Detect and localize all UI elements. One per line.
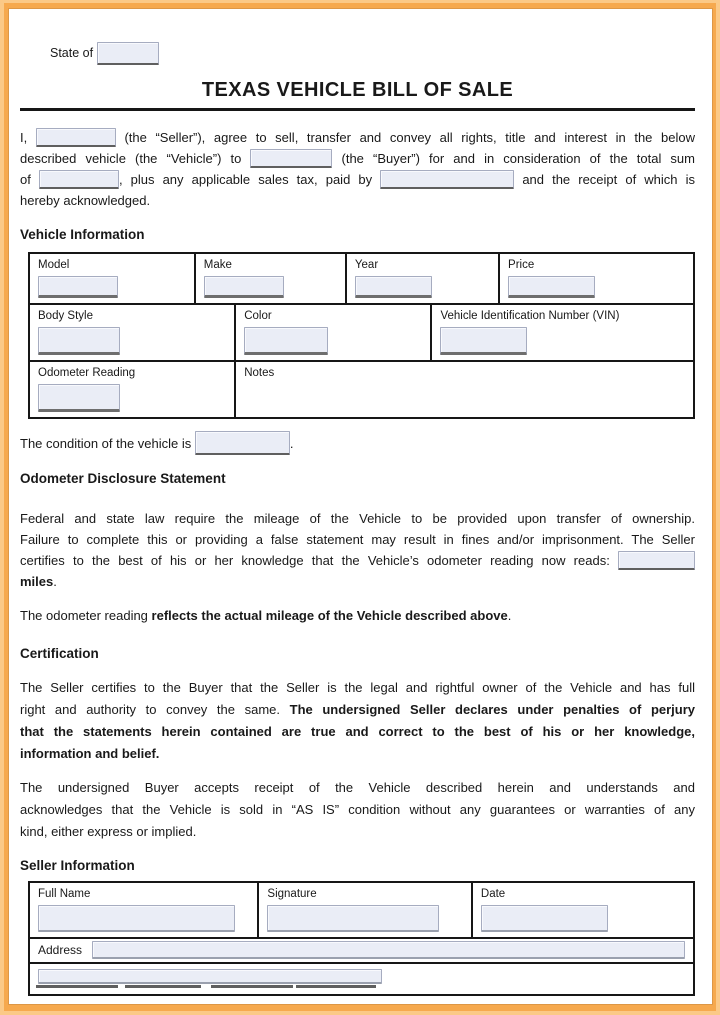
intro-text: , plus any applicable sales tax, paid by	[118, 172, 373, 187]
odometer-statement-line	[20, 605, 695, 626]
buyer-line-1: The undersigned Buyer accepts receipt of the Vehicle described herein and understands and	[20, 780, 695, 795]
title-divider	[20, 108, 695, 111]
condition-input[interactable]	[195, 431, 290, 455]
seller-information-table	[28, 881, 695, 996]
state-of-row	[50, 42, 695, 66]
seller-address-line2-row	[30, 962, 693, 994]
sale-amount-input[interactable]	[39, 170, 119, 189]
intro-line-1	[20, 127, 695, 148]
certification-line-2	[20, 699, 695, 721]
seller-address-line2-input[interactable]	[38, 969, 382, 984]
year-cell	[345, 254, 498, 303]
year-label: Year	[354, 259, 379, 271]
certification-bold-text: information and belief.	[20, 746, 160, 761]
odometer-reading-input[interactable]	[38, 384, 120, 412]
model-input[interactable]	[38, 276, 118, 298]
table-row	[30, 360, 693, 417]
certification-heading: Certification	[20, 646, 99, 661]
notes-label: Notes	[244, 367, 275, 379]
body-style-cell	[30, 305, 234, 360]
intro-text: described vehicle (the “Vehicle”) to	[20, 151, 242, 166]
buyer-line-2: acknowledges that the Vehicle is sold in “AS IS” condition without any guarantees or warranties of any	[20, 802, 695, 817]
certification-line-1: The Seller certifies to the Buyer that the Seller is the legal and rightful owner of the Vehicle and has full	[20, 680, 695, 695]
vin-label: Vehicle Identification Number (VIN)	[440, 310, 620, 322]
body-style-label: Body Style	[38, 310, 93, 322]
seller-full-name-cell	[30, 883, 257, 937]
price-label: Price	[508, 259, 535, 271]
certification-line-4	[20, 743, 695, 765]
address-underline-segment	[36, 985, 118, 988]
odometer-line-4	[20, 571, 695, 592]
certification-bold-text: The undersigned Seller declares under penalties of perjury	[289, 702, 696, 717]
odometer-reading-cell	[30, 362, 234, 417]
certification-line-3	[20, 721, 695, 743]
payment-method-input[interactable]	[380, 170, 514, 189]
certification-bold-text: that the statements herein contained are true and correct to the best of his or her knowledge,	[20, 724, 695, 739]
seller-date-input[interactable]	[481, 905, 608, 932]
model-label: Model	[38, 259, 70, 271]
seller-name-input[interactable]	[36, 128, 116, 147]
vehicle-information-heading: Vehicle Information	[20, 227, 145, 242]
certification-text: right and authority to convey the same.	[20, 702, 281, 717]
model-cell	[30, 254, 194, 303]
document-content	[9, 9, 712, 996]
address-underline-segment	[125, 985, 201, 988]
color-label: Color	[244, 310, 272, 322]
vehicle-information-table	[28, 252, 695, 419]
state-of-label: State of	[50, 46, 94, 60]
make-input[interactable]	[204, 276, 284, 298]
address-underline-segment	[296, 985, 376, 988]
seller-signature-cell	[257, 883, 470, 937]
odometer-bold-text: reflects the actual mileage of the Vehicle described above	[151, 608, 508, 623]
table-row	[30, 254, 693, 303]
seller-address-input[interactable]	[92, 941, 685, 959]
odometer-text: The odometer reading	[20, 608, 152, 623]
intro-text: of	[20, 172, 31, 187]
odometer-line-2: Failure to complete this or providing a false statement may result in fines and/or imprisonment. The Seller	[20, 532, 695, 547]
intro-text: (the “Seller”), agree to sell, transfer and convey all rights, title and interest in the below	[124, 130, 695, 145]
odometer-text: .	[507, 608, 512, 623]
intro-text: I,	[20, 130, 28, 145]
odometer-line-3	[20, 550, 695, 571]
intro-line-4: hereby acknowledged.	[20, 193, 151, 208]
table-row	[30, 303, 693, 360]
date-label: Date	[480, 888, 506, 900]
make-label: Make	[203, 259, 232, 271]
odometer-text: certifies to the best of his or her knowledge that the Vehicle’s odometer reading now reads:	[20, 553, 610, 568]
certification-paragraph	[20, 677, 695, 765]
color-cell	[234, 305, 430, 360]
condition-row	[20, 431, 695, 457]
condition-text: .	[289, 436, 294, 451]
seller-signature-input[interactable]	[267, 905, 439, 932]
buyer-line-3: kind, either express or implied.	[20, 824, 197, 839]
intro-text: and the receipt of which is	[522, 172, 695, 187]
vin-input[interactable]	[440, 327, 527, 355]
intro-paragraph	[20, 127, 695, 211]
odometer-bold-text: miles	[20, 574, 54, 589]
state-of-input[interactable]	[97, 42, 159, 65]
notes-cell	[234, 362, 693, 417]
buyer-name-input[interactable]	[250, 149, 332, 168]
price-input[interactable]	[508, 276, 595, 298]
address-label: Address	[38, 942, 83, 957]
intro-line-3	[20, 169, 695, 190]
odometer-reading-label: Odometer Reading	[38, 367, 136, 379]
odometer-disclosure-heading: Odometer Disclosure Statement	[20, 471, 226, 486]
full-name-label: Full Name	[38, 888, 91, 900]
seller-full-name-input[interactable]	[38, 905, 235, 932]
seller-information-heading: Seller Information	[20, 858, 135, 873]
odometer-disclosure-paragraph	[20, 508, 695, 592]
condition-text: The condition of the vehicle is	[20, 436, 192, 451]
seller-address-row	[30, 937, 693, 962]
seller-date-cell	[471, 883, 693, 937]
intro-line-2	[20, 148, 695, 169]
signature-label: Signature	[267, 888, 317, 900]
year-input[interactable]	[355, 276, 432, 298]
odometer-line-1: Federal and state law require the mileage of the Vehicle to be provided upon transfer of ownership.	[20, 511, 695, 526]
address-line2-underlines	[36, 985, 381, 988]
make-cell	[194, 254, 345, 303]
color-input[interactable]	[244, 327, 328, 355]
odometer-text: .	[53, 574, 57, 589]
bill-of-sale-document	[9, 9, 712, 1004]
odometer-miles-input[interactable]	[618, 551, 695, 570]
page-title: TEXAS VEHICLE BILL OF SALE	[201, 79, 514, 101]
price-cell	[498, 254, 693, 303]
body-style-input[interactable]	[38, 327, 120, 355]
table-row	[30, 883, 693, 937]
buyer-acceptance-paragraph	[20, 777, 695, 843]
intro-text: (the “Buyer”) for and in consideration of the total sum	[341, 151, 695, 166]
address-underline-segment	[211, 985, 293, 988]
vin-cell	[430, 305, 693, 360]
